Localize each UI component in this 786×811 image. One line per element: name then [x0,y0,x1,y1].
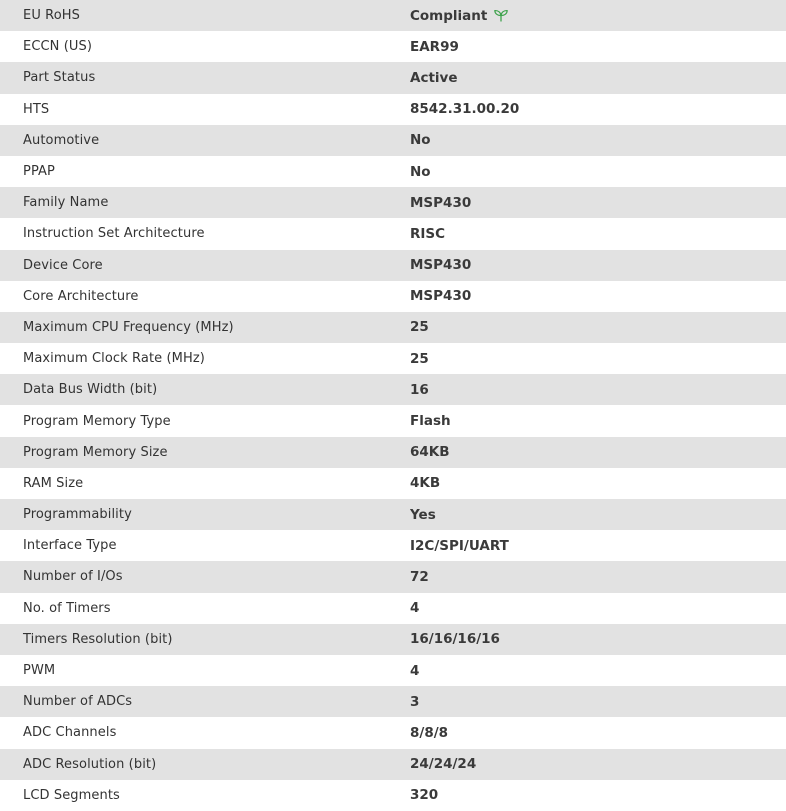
spec-row-max-cpu-frequency [0,312,786,343]
spec-label: Instruction Set Architecture [23,226,205,242]
spec-label: ECCN (US) [23,39,93,55]
spec-value: 16/16/16/16 [410,631,500,648]
spec-row-part-status [0,62,786,93]
spec-value: 320 [410,787,439,804]
spec-label: Core Architecture [23,288,139,304]
spec-row-device-core [0,250,786,281]
leaf-icon [493,8,509,22]
spec-value: I2C/SPI/UART [410,537,509,554]
spec-row-no-of-timers [0,593,786,624]
spec-value: 4 [410,662,420,679]
spec-label: Maximum CPU Frequency (MHz) [23,319,234,335]
spec-label: RAM Size [23,475,84,491]
spec-value: 72 [410,568,429,585]
spec-row-hts [0,94,786,125]
spec-value: MSP430 [410,288,472,305]
spec-value: No [410,132,431,149]
spec-label: Family Name [23,195,109,211]
spec-row-adc-resolution [0,749,786,780]
spec-value: 8542.31.00.20 [410,101,520,118]
spec-label: No. of Timers [23,600,111,616]
spec-value: Compliant [410,7,488,24]
spec-label: ADC Resolution (bit) [23,756,157,772]
spec-row-number-of-ios [0,561,786,592]
spec-value: 24/24/24 [410,756,477,773]
spec-label: LCD Segments [23,787,120,803]
spec-row-data-bus-width [0,374,786,405]
spec-value: Flash [410,413,451,430]
spec-row-program-memory-size [0,437,786,468]
spec-row-family-name [0,187,786,218]
spec-value: 25 [410,319,429,336]
spec-value: 8/8/8 [410,724,449,741]
spec-row-program-memory-type [0,405,786,436]
spec-value: 3 [410,693,420,710]
spec-row-pwm [0,655,786,686]
spec-value: RISC [410,225,446,242]
spec-label: ADC Channels [23,725,117,741]
spec-label: Part Status [23,70,96,86]
spec-label: Number of I/Os [23,569,123,585]
spec-label: Programmability [23,507,132,523]
spec-label: PPAP [23,164,55,180]
spec-label: Device Core [23,257,103,273]
spec-row-timers-resolution [0,624,786,655]
spec-row-programmability [0,499,786,530]
spec-row-ppap [0,156,786,187]
spec-value: MSP430 [410,257,472,274]
spec-label: Program Memory Size [23,444,168,460]
spec-label: Number of ADCs [23,694,133,710]
spec-row-adc-channels [0,717,786,748]
spec-value: EAR99 [410,38,459,55]
spec-row-number-of-adcs [0,686,786,717]
spec-label: HTS [23,101,50,117]
spec-row-ram-size [0,468,786,499]
spec-value: 4 [410,600,420,617]
spec-row-eu-rohs [0,0,786,31]
spec-value: No [410,163,431,180]
spec-value: 4KB [410,475,441,492]
spec-value: Active [410,69,458,86]
spec-value-cell [410,0,786,31]
spec-label: Interface Type [23,538,117,554]
spec-row-lcd-segments [0,780,786,811]
spec-row-max-clock-rate [0,343,786,374]
spec-label: Timers Resolution (bit) [23,631,173,647]
spec-label: Maximum Clock Rate (MHz) [23,351,205,367]
spec-value: 64KB [410,444,450,461]
spec-row-eccn [0,31,786,62]
spec-row-isa [0,218,786,249]
spec-label: Data Bus Width (bit) [23,382,158,398]
spec-label: EU RoHS [23,8,80,24]
spec-row-automotive [0,125,786,156]
spec-value: Yes [410,506,436,523]
spec-row-core-architecture [0,281,786,312]
spec-label: PWM [23,663,56,679]
spec-value: 25 [410,350,429,367]
spec-value: MSP430 [410,194,472,211]
spec-row-interface-type [0,530,786,561]
spec-label: Automotive [23,132,100,148]
spec-label: Program Memory Type [23,413,171,429]
spec-value: 16 [410,381,429,398]
